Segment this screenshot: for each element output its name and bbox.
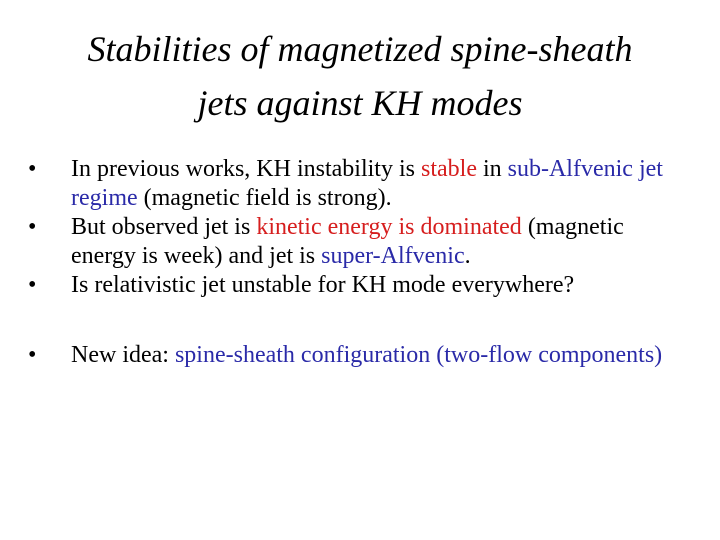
slide-title	[20, 22, 700, 130]
bullet-dot: •	[28, 214, 37, 240]
highlight-blue: spine-sheath configuration (two-flow components)	[174, 342, 663, 368]
bullet-dot: •	[28, 272, 37, 298]
text-segment: in	[476, 156, 508, 182]
bullet-list	[28, 155, 688, 370]
title-line-1: Stabilities of magnetized spine-sheath	[87, 29, 633, 69]
text-segment: In previous works, KH instability is	[71, 156, 421, 182]
text-segment: New idea:	[71, 342, 175, 368]
bullet-dot: •	[28, 342, 37, 368]
bullet-item-relativistic-jet	[28, 271, 688, 300]
bullet-dot: •	[28, 156, 37, 182]
bullet-text-1	[71, 156, 663, 211]
bullet-item-new-idea	[28, 341, 688, 370]
text-segment: .	[464, 243, 471, 269]
bullet-text-2	[71, 214, 624, 269]
text-segment: (magnetic energy is week) and jet is	[71, 214, 624, 269]
text-segment: Is relativistic jet unstable for KH mode everywhere?	[71, 272, 575, 298]
title-line-2: jets against KH modes	[197, 83, 523, 123]
highlight-red: stable	[420, 156, 477, 182]
bullet-item-observed-jet	[28, 213, 688, 271]
text-segment: But observed jet is	[71, 214, 257, 240]
highlight-blue: super-Alfvenic	[321, 243, 465, 269]
bullet-text-4	[71, 342, 662, 368]
highlight-red: kinetic energy is dominated	[256, 214, 522, 240]
text-segment: (magnetic field is strong).	[137, 185, 392, 211]
bullet-item-previous-works	[28, 155, 688, 213]
bullet-text-3	[71, 272, 574, 298]
highlight-blue: sub-Alfvenic jet regime	[71, 156, 663, 211]
